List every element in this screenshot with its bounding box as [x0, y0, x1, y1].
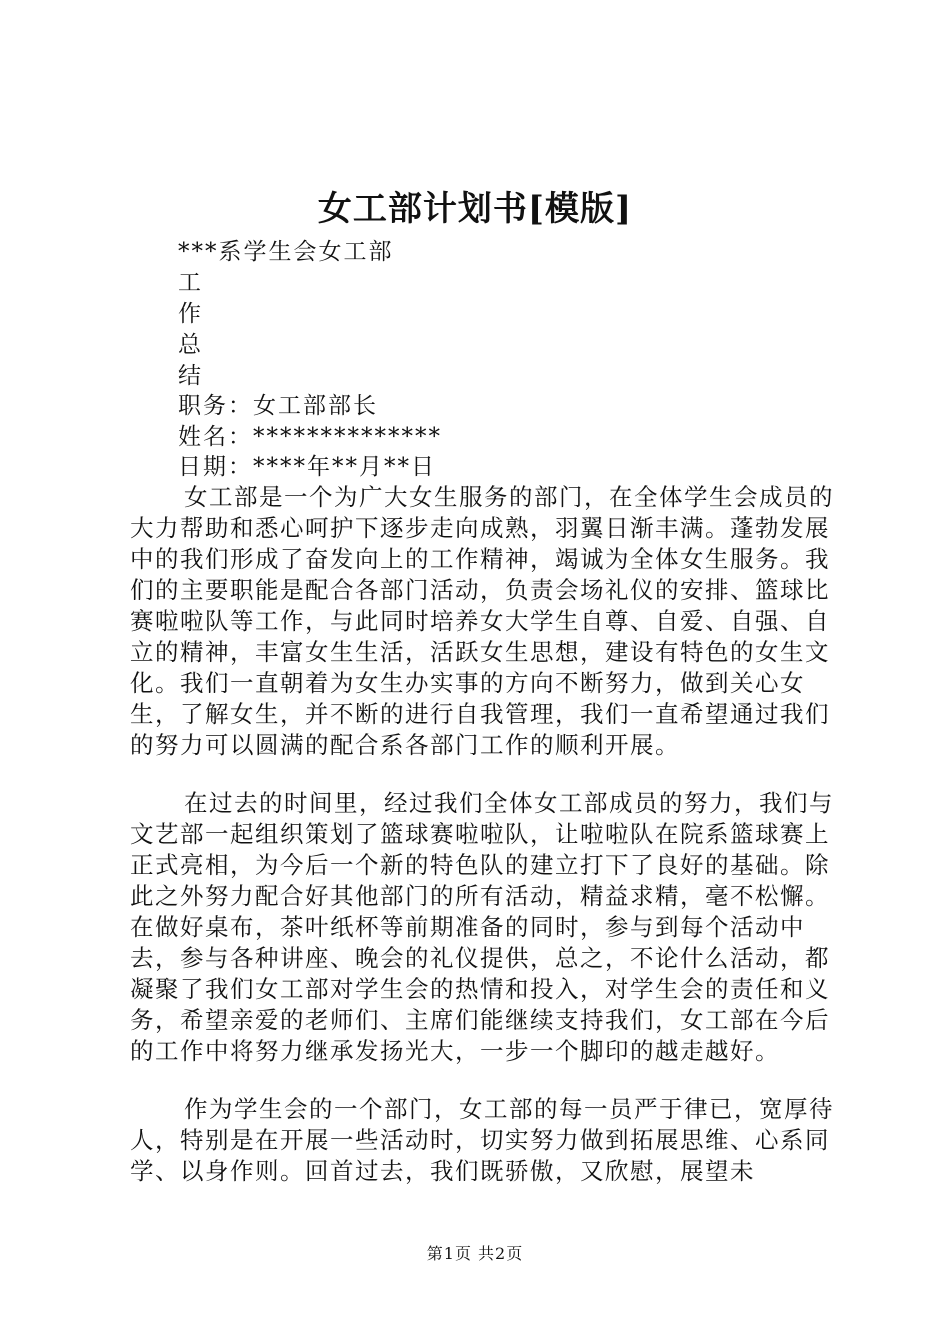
position-line: 职务：女工部部长: [178, 393, 378, 419]
date-line: 日期：****年**月**日: [178, 454, 436, 480]
document-title: 女工部计划书[模版]: [317, 189, 633, 229]
paragraph-1-text: 女工部是一个为广大女生服务的部门，在全体学生会成员的大力帮助和悉心呵护下逐步走向成熟，羽翼日渐丰满。蓬勃发展中的我们形成了奋发向上的工作精神，竭诚为全体女生服务。我们的主要职能是配合各部门活动，负责会场礼仪的安排、篮球比赛啦啦队等工作，与此同时培养女大学生自尊、自爱、自强、自立的精神，丰富女生生活，活跃女生思想，建设有特色的女生文化。我们一直朝着为女生办实事的方向不断努力，做到关心女生，了解女生，并不断的进行自我管理，我们一直希望通过我们的努力可以圆满的配合系各部门工作的顺利开展。: [130, 483, 835, 759]
paragraph-3: [130, 1094, 850, 1187]
vertical-char-3: 总: [178, 332, 203, 358]
paragraph-3-text: 作为学生会的一个部门，女工部的每一员严于律已，宽厚待人，特别是在开展一些活动时，切实努力做到拓展思维、心系同学、以身作则。回首过去，我们既骄傲，又欣慰，展望未: [130, 1095, 835, 1185]
paragraph-2: [130, 788, 850, 1067]
organization-line: ***系学生会女工部: [178, 239, 394, 265]
vertical-char-4: 结: [178, 363, 203, 389]
page-footer: 第1页 共2页: [426, 1244, 524, 1263]
paragraph-1: [130, 482, 850, 761]
vertical-char-1: 工: [178, 270, 203, 296]
paragraph-2-text: 在过去的时间里，经过我们全体女工部成员的努力，我们与文艺部一起组织策划了篮球赛啦啦队，让啦啦队在院系篮球赛上正式亮相，为今后一个新的特色队的建立打下了良好的基础。除此之外努力配合好其他部门的所有活动，精益求精，毫不松懈。在做好桌布，茶叶纸杯等前期准备的同时，参与到每个活动中去，参与各种讲座、晚会的礼仪提供，总之，不论什么活动，都凝聚了我们女工部对学生会的热情和投入，对学生会的责任和义务，希望亲爱的老师们、主席们能继续支持我们，女工部在今后的工作中将努力继承发扬光大，一步一个脚印的越走越好。: [130, 789, 835, 1065]
name-line: 姓名：**************: [178, 424, 442, 450]
vertical-char-2: 作: [178, 301, 203, 327]
